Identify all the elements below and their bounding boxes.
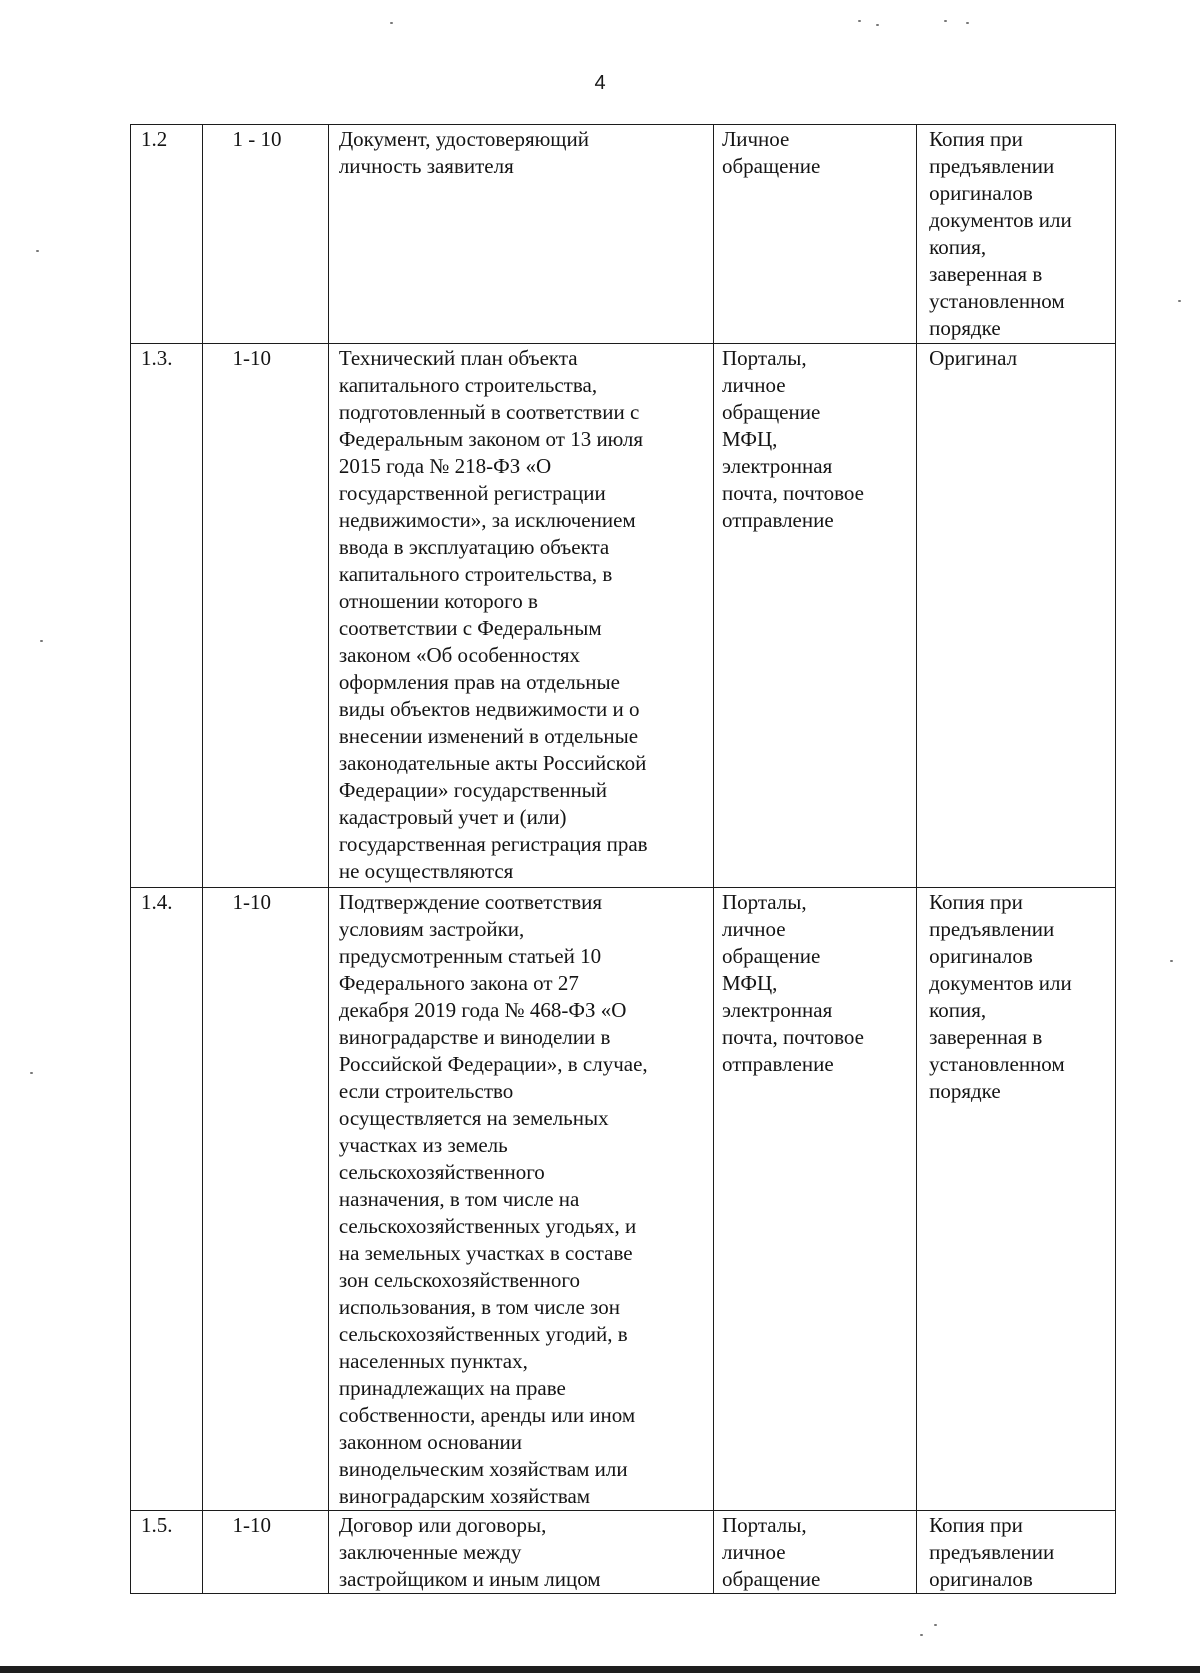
scan-speck [934,1624,937,1626]
range-cell [202,344,328,888]
document-form-cell [917,1511,1116,1594]
row-number: 1.4. [141,890,173,914]
scan-speck [920,1634,923,1636]
row-number-cell [131,888,203,1511]
table-row [131,125,1116,344]
scan-speck [1170,960,1173,962]
page-number: 4 [594,72,606,94]
scan-speck [876,24,879,26]
row-description: Подтверждение соответствия условиям застройки, предусмотренным статьей 10 Федерального закона от 27 декабря 2019 года № 468-ФЗ «О виноградарстве и виноделии в Российской Федерации», в случае, если строительство осуществляется на земельных участках из земель сельскохозяйственного назначения, в том числе на сельскохозяйственных угодьях, и на земельных участках в составе зон сельскохозяйственного использования, в том числе зон сельскохозяйственных угодий, в населенных пунктах, принадлежащих на праве собственности, аренды или ином законном основании винодельческим хозяйствам или виноградарским хозяйствам [338,890,648,1508]
table-row [131,1511,1116,1594]
scan-speck [944,20,947,22]
document-form-cell [917,125,1116,344]
scan-bottom-edge [0,1666,1200,1673]
row-document-form: Копия при предъявлении оригиналов [929,1513,1055,1591]
row-document-form: Копия при предъявлении оригиналов документов или копия, заверенная в установленном порядке [929,890,1072,1103]
document-form-cell [917,888,1116,1511]
row-range: 1-10 [232,1513,272,1537]
row-submission-method: Личное обращение [721,127,821,178]
row-number-cell [131,344,203,888]
row-range: 1-10 [232,890,272,914]
description-cell [328,888,713,1511]
submission-method-cell [713,344,916,888]
description-cell [328,1511,713,1594]
row-number-cell [131,125,203,344]
submission-method-cell [713,1511,916,1594]
row-description: Документ, удостоверяющий личность заявителя [338,127,589,178]
row-submission-method: Порталы, личное обращение [721,1513,821,1591]
scan-speck [36,250,39,252]
range-cell [202,1511,328,1594]
row-number: 1.3. [141,346,173,370]
scan-speck [966,22,969,24]
scan-speck [390,22,393,24]
row-submission-method: Порталы, личное обращение МФЦ, электронная почта, почтовое отправление [721,346,865,532]
scan-speck [40,640,43,642]
table-row [131,888,1116,1511]
table-row [131,344,1116,888]
range-cell [202,888,328,1511]
scan-speck [30,1072,33,1074]
row-number: 1.5. [141,1513,173,1537]
row-range: 1 - 10 [232,127,282,151]
document-form-cell [917,344,1116,888]
row-description: Договор или договоры, заключенные между застройщиком и иным лицом [338,1513,601,1591]
documents-table [130,124,1116,1594]
scan-speck [858,20,861,22]
row-number-cell [131,1511,203,1594]
row-description: Технический план объекта капитального строительства, подготовленный в соответствии с Федеральным законом от 13 июля 2015 года № 218-ФЗ «О государственной регистрации недвижимости», за исключением ввода в эксплуатацию объекта капитального строительства, в отношении которого в соответствии с Федеральным законом «Об особенностях оформления прав на отдельные виды объектов недвижимости и о внесении изменений в отдельные законодательные акты Российской Федерации» государственный кадастровый учет и (или) государственная регистрация прав не осуществляются [338,346,648,883]
scan-speck [1178,300,1181,302]
row-range: 1-10 [232,346,272,370]
submission-method-cell [713,125,916,344]
submission-method-cell [713,888,916,1511]
row-submission-method: Порталы, личное обращение МФЦ, электронная почта, почтовое отправление [721,890,865,1076]
row-number: 1.2 [141,127,168,151]
description-cell [328,125,713,344]
row-document-form: Копия при предъявлении оригиналов документов или копия, заверенная в установленном порядке [929,127,1072,340]
range-cell [202,125,328,344]
description-cell [328,344,713,888]
row-document-form: Оригинал [929,346,1018,370]
